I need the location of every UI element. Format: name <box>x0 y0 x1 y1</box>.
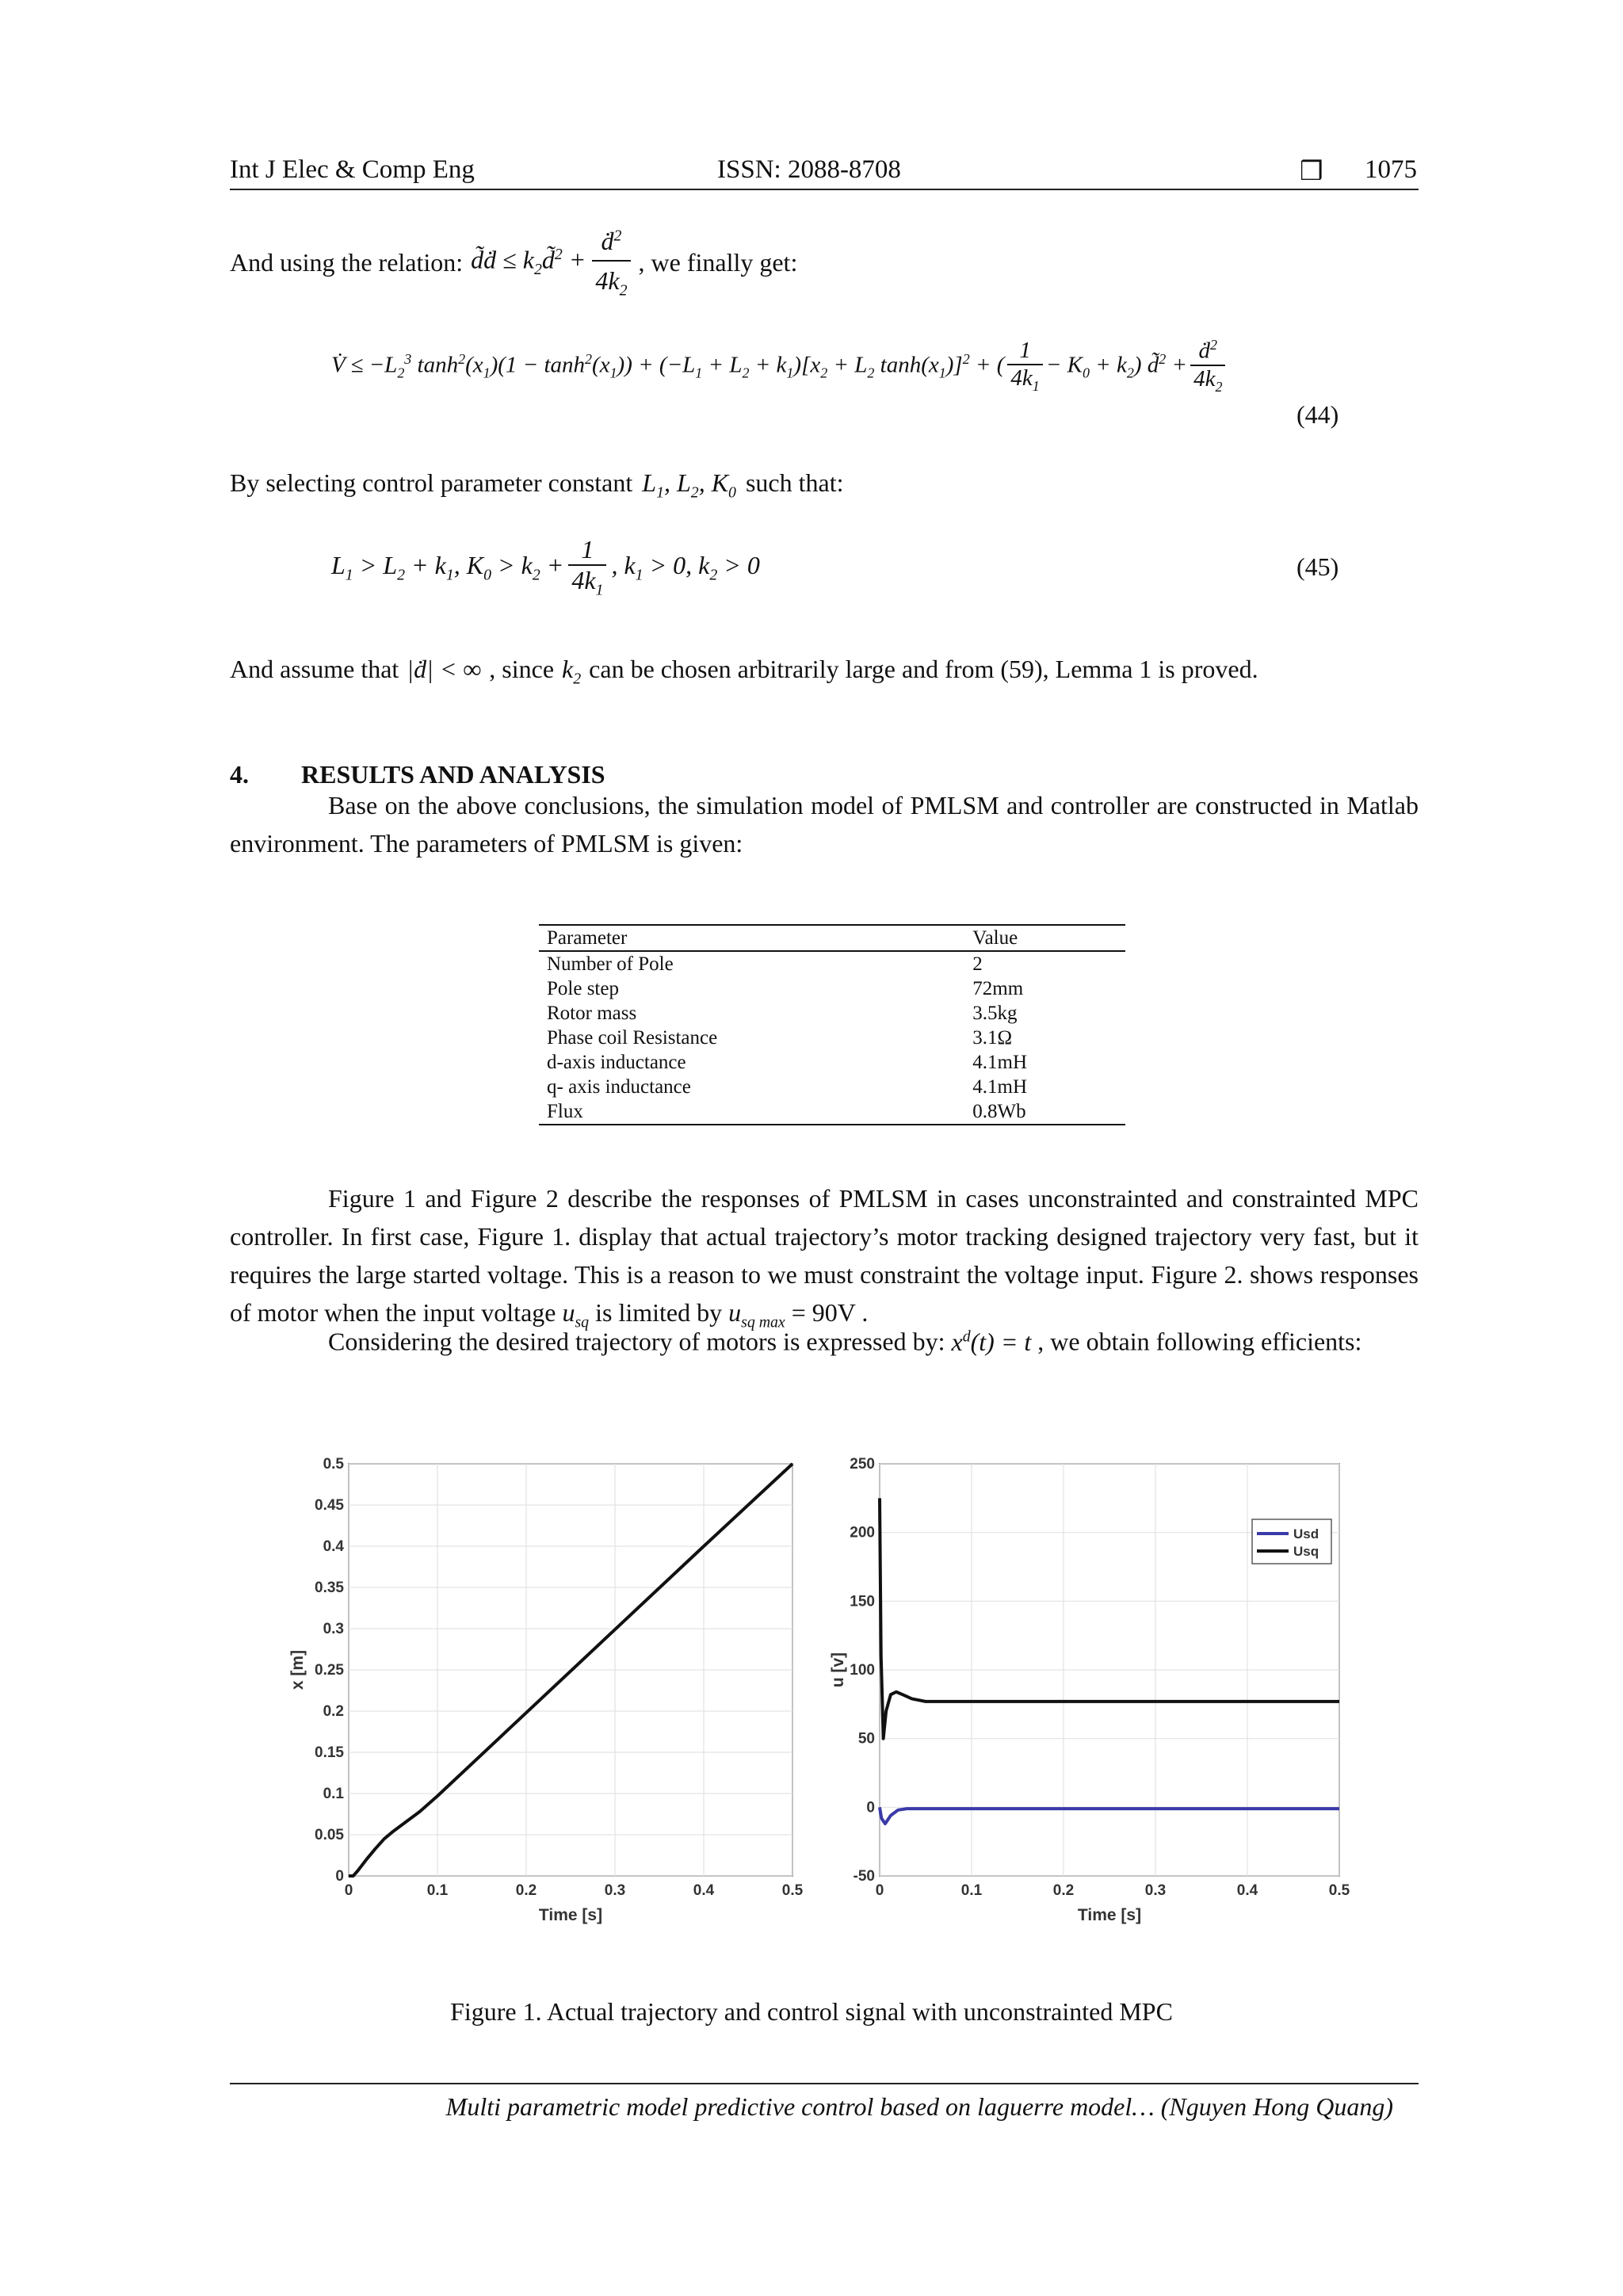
section-title: RESULTS AND ANALYSIS <box>301 760 605 789</box>
y-tick-label: 50 <box>857 1730 875 1748</box>
y-tick-label: 150 <box>850 1593 875 1610</box>
figure-paragraph-c: = 90V . <box>791 1298 869 1327</box>
footer-rule <box>230 2083 1419 2084</box>
figure-paragraph-a: Figure 1 and Figure 2 describe the responses of PMLSM in cases unconstrainted and constrainted MPC controller. In first case, Figure 1. display that actual trajectory’s motor tracking designed trajectory very fast, but it requires the large started voltage. This is a reason to we must constraint the voltage input. Figure 2. shows responses of motor when the input voltage <box>230 1184 1419 1327</box>
legend-box <box>1252 1519 1331 1564</box>
y-tick-label: 0.3 <box>323 1621 344 1637</box>
y-tick-label: -50 <box>853 1868 875 1885</box>
header-rule <box>230 189 1419 190</box>
assume-formula: |ḋ| < ∞ <box>407 655 482 683</box>
legend-entry: Usd <box>1293 1526 1319 1541</box>
select-suffix: such that: <box>745 468 844 497</box>
table-cell-parameter: Rotor mass <box>547 1003 637 1024</box>
trajectory-paragraph-a: Considering the desired trajectory of motors is expressed by: <box>328 1327 945 1356</box>
x-axis-label: Time [s] <box>538 1906 603 1924</box>
y-tick-label: 250 <box>850 1456 875 1473</box>
y-tick-label: 0.1 <box>323 1786 344 1802</box>
table-row <box>539 1075 1125 1099</box>
table-row <box>539 1099 1125 1125</box>
x-tick-label: 0.2 <box>515 1882 537 1899</box>
assume-mid: , since <box>489 655 555 683</box>
y-tick-label: 0.15 <box>315 1744 344 1761</box>
x-tick-label: 0.4 <box>1236 1882 1258 1899</box>
results-paragraph: Base on the above conclusions, the simulation model of PMLSM and controller are constructed in Matlab environment. The parameters of PMLSM is given: <box>230 791 1419 858</box>
select-line <box>230 464 844 505</box>
table-cell-value: 4.1mH <box>972 1052 1028 1073</box>
equation-44-number: (44) <box>1296 400 1339 429</box>
x-tick-label: 0.1 <box>960 1882 983 1899</box>
table-row <box>539 1026 1125 1050</box>
y-tick-label: 0 <box>866 1799 875 1817</box>
x-tick-label: 0 <box>344 1882 353 1899</box>
legend-entry: Usq <box>1293 1544 1319 1559</box>
parameter-table <box>539 924 1125 1125</box>
y-tick-label: 200 <box>850 1524 875 1541</box>
table-cell-parameter: d-axis inductance <box>547 1052 686 1073</box>
x-tick-label: 0 <box>875 1882 884 1899</box>
table-row <box>539 1001 1125 1026</box>
x-tick-label: 0.5 <box>781 1882 804 1899</box>
footer-text: Multi parametric model predictive control based on laguerre model… (Nguyen Hong Quang) <box>445 2092 1393 2121</box>
table-cell-parameter: q- axis inductance <box>547 1076 691 1098</box>
y-tick-label: 0.35 <box>315 1580 344 1596</box>
issn: ISSN: 2088-8708 <box>717 155 901 184</box>
x-tick-label: 0.4 <box>693 1882 715 1899</box>
select-params: $L_1$, $L_2$, $K_0$ <box>642 468 736 502</box>
y-tick-label: 100 <box>850 1662 875 1679</box>
equation-44: V̇ ≤ $-L_2^3$ $\tanh^2(x_1)(1 - \tanh^2(x_1)) + (-L_1 + L_2 + k_1)[x_2 + L_2$ $\tanh(x_1)]^2$ + ( $\frac{1}{4k_1}$ − $K_0 + k_2$) d̃$^2$ + $\frac{ḋ^2}{4k_2}$ <box>331 337 1225 395</box>
x-tick-label: 0.2 <box>1052 1882 1075 1899</box>
table-cell-value: 4.1mH <box>972 1076 1028 1098</box>
y-tick-label: 0.45 <box>315 1497 344 1514</box>
table-row <box>539 1050 1125 1075</box>
journal-name: Int J Elec & Comp Eng <box>230 155 475 184</box>
table-cell-value: 72mm <box>972 978 1024 999</box>
control-signal-chart <box>829 1446 1379 1954</box>
table-cell-value: 3.1Ω <box>972 1027 1013 1049</box>
table-cell-value: 2 <box>972 953 983 975</box>
equation-45: $L_1 > L_2 + k_1$, $K_0 > k_2$ + $\frac{1}{4k_1}$ , $k_1 > 0$, $k_2 > 0$ <box>331 535 760 599</box>
assume-k2: $k_2$ <box>562 655 582 688</box>
table-header-parameter: Parameter <box>539 925 964 951</box>
table-cell-parameter: Phase coil Resistance <box>547 1027 718 1049</box>
y-tick-label: 0.2 <box>323 1703 344 1720</box>
trajectory-paragraph-b: , we obtain following efficients: <box>1037 1327 1362 1356</box>
select-prefix: By selecting control parameter constant <box>230 468 633 497</box>
x-tick-label: 0.3 <box>1144 1882 1167 1899</box>
relation-formula: d̃ḋ ≤ $k_2d̃^2$ + $\frac{ḋ^2}{4k_2}$ <box>471 222 630 303</box>
x-tick-label: 0.3 <box>604 1882 626 1899</box>
y-axis-label: x [m] <box>288 1649 307 1690</box>
assume-prefix: And assume that <box>230 655 399 683</box>
usq-max-symbol: $u_{sq max}$ <box>728 1298 785 1331</box>
table-cell-parameter: Flux <box>539 1099 964 1125</box>
y-tick-label: 0.4 <box>323 1538 344 1555</box>
table-cell-value: 0.8Wb <box>964 1099 1125 1125</box>
relation-line <box>230 222 797 303</box>
y-axis-label: u [v] <box>829 1652 847 1688</box>
page-number: 1075 <box>1365 155 1417 184</box>
relation-prefix: And using the relation: <box>230 248 464 277</box>
x-axis-label: Time [s] <box>1077 1906 1142 1924</box>
trajectory-chart <box>285 1446 824 1954</box>
table-row <box>539 976 1125 1001</box>
assume-suffix: can be chosen arbitrarily large and from (59), Lemma 1 is proved. <box>589 655 1258 683</box>
table-cell-parameter: Pole step <box>547 978 619 999</box>
table-header-row <box>539 925 1125 951</box>
figure-caption: Figure 1. Actual trajectory and control signal with unconstrainted MPC <box>450 1997 1173 2026</box>
table-cell-parameter: Number of Pole <box>547 953 674 975</box>
table-header-value: Value <box>964 925 1125 951</box>
assume-line <box>230 650 1258 691</box>
table-row <box>539 951 1125 976</box>
x-tick-label: 0.1 <box>426 1882 449 1899</box>
equation-45-number: (45) <box>1296 552 1339 581</box>
page-box-icon: ❒ <box>1300 158 1323 186</box>
trajectory-paragraph <box>230 1317 1419 1361</box>
y-tick-label: 0.25 <box>315 1662 344 1679</box>
y-tick-label: 0 <box>335 1868 344 1885</box>
relation-suffix: , we finally get: <box>638 248 798 277</box>
figure-paragraph-b: is limited by <box>595 1298 723 1327</box>
usq-symbol: $u_{sq}$ <box>562 1298 590 1331</box>
section-number: 4. <box>230 760 249 789</box>
x-tick-label: 0.5 <box>1328 1882 1350 1899</box>
trajectory-formula: $x^d(t) = t$ <box>951 1327 1032 1356</box>
y-tick-label: 0.05 <box>315 1827 344 1843</box>
y-tick-label: 0.5 <box>323 1456 344 1473</box>
table-cell-value: 3.5kg <box>972 1003 1018 1024</box>
